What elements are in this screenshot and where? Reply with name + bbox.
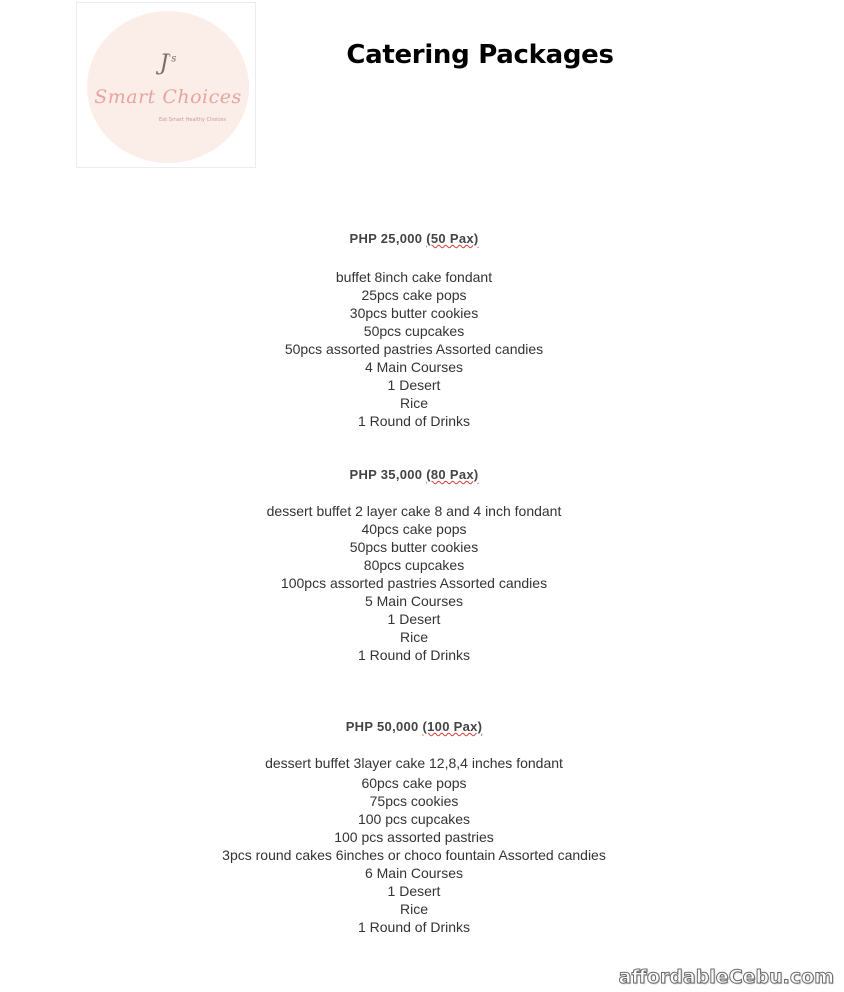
logo-tagline: Eat Smart Healthy Choices [159, 117, 226, 123]
list-item: 100pcs assorted pastries Assorted candies [280, 575, 548, 591]
list-item: 1 Round of Drinks [357, 413, 471, 429]
list-item: 3pcs round cakes 6inches or choco fountain Assorted candies [222, 847, 606, 863]
package-items [0, 268, 828, 430]
list-item: 60pcs cake pops [361, 775, 467, 791]
list-item: buffet 8inch cake fondant [335, 269, 493, 285]
list-item: 4 Main Courses [364, 359, 464, 375]
package-pax: (80 Pax) [426, 467, 479, 482]
package-header [0, 230, 828, 248]
list-item: 100 pcs cupcakes [357, 811, 471, 827]
page-title: Catering Packages [346, 40, 614, 70]
list-item: 6 Main Courses [364, 865, 464, 881]
logo-name: Smart Choices [94, 86, 242, 108]
list-item: 1 Round of Drinks [357, 919, 471, 935]
list-item: Rice [399, 395, 428, 411]
logo-initial: $J^{'s}$ [159, 51, 177, 76]
package-items [0, 754, 828, 936]
list-item: Rice [399, 901, 428, 917]
logo [76, 2, 256, 168]
list-item: dessert buffet 2 layer cake 8 and 4 inch fondant [266, 503, 562, 519]
list-item: 50pcs assorted pastries Assorted candies [284, 341, 544, 357]
package-pax: (100 Pax) [422, 719, 483, 734]
list-item: 1 Round of Drinks [357, 647, 471, 663]
list-item: 50pcs cupcakes [363, 323, 465, 339]
list-item: dessert buffet 3layer cake 12,8,4 inches fondant [265, 755, 563, 771]
list-item: 75pcs cookies [369, 793, 459, 809]
package-price: PHP 50,000 [345, 719, 419, 734]
package-price: PHP 25,000 [349, 231, 423, 246]
package-header [0, 718, 828, 736]
logo-badge [87, 11, 249, 163]
list-item: 80pcs cupcakes [363, 557, 465, 573]
list-item: 50pcs butter cookies [349, 539, 479, 555]
package-100-pax [0, 718, 828, 936]
package-header [0, 466, 828, 484]
list-item: 1 Desert [387, 611, 441, 627]
package-items [0, 502, 828, 664]
list-item: 25pcs cake pops [361, 287, 467, 303]
list-item: Rice [399, 629, 428, 645]
package-50-pax [0, 230, 828, 430]
package-pax: (50 Pax) [426, 231, 479, 246]
list-item: 40pcs cake pops [361, 521, 467, 537]
list-item: 5 Main Courses [364, 593, 464, 609]
list-item: 30pcs butter cookies [349, 305, 479, 321]
package-price: PHP 35,000 [349, 467, 423, 482]
watermark: affordableCebu.com [618, 966, 834, 988]
list-item: 100 pcs assorted pastries [334, 829, 494, 845]
list-item: 1 Desert [387, 883, 441, 899]
package-80-pax [0, 466, 828, 664]
list-item: 1 Desert [387, 377, 441, 393]
